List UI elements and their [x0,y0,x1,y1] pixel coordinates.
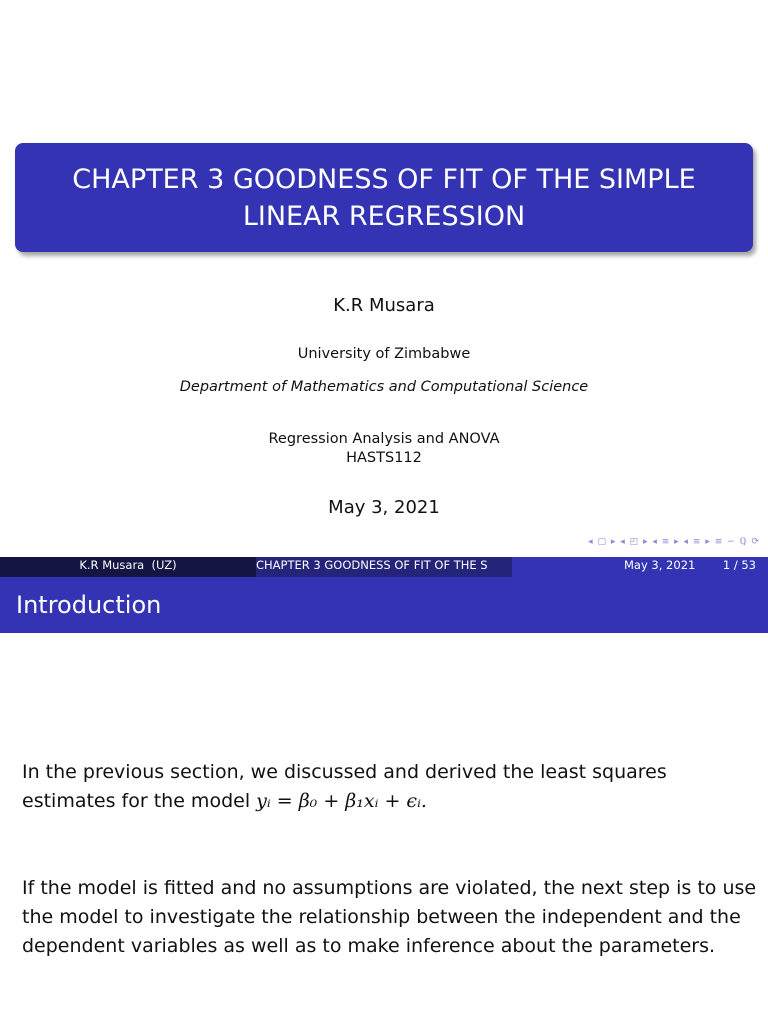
beamer-navigation-icons[interactable]: ◂ ▢ ▸ ◂ ◰ ▸ ◂ ≡ ▸ ◂ ≡ ▸ ≡ ∽ ℚ ⟳ [588,537,760,547]
intro-text-1: In the previous section, we discussed and derived the least squares estimates for the model [22,761,667,812]
footer-date-box [512,557,768,577]
footer-title-box [256,557,512,577]
footer-short-title: CHAPTER 3 GOODNESS OF FIT OF THE S [256,558,488,572]
footer-page-number: 1 / 53 [722,558,756,572]
footer-date: May 3, 2021 [624,558,696,572]
footer-author: K.R Musara [79,558,145,572]
institution: University of Zimbabwe [297,346,471,362]
intro-paragraph-1 [22,758,757,816]
course-info [0,430,768,468]
course-code: HASTS112 [346,450,422,466]
footer-affiliation: (UZ) [151,558,177,572]
department: Department of Mathematics and Computational Science [179,379,589,395]
intro-paragraph-2: If the model is fitted and no assumptions are violated, the next step is to use the model to investigate the relationship between the independent and the dependent variables as well as to make inference about the parameters. [22,877,757,957]
title-banner [15,143,753,252]
course-name: Regression Analysis and ANOVA [268,431,500,447]
slide-title: CHAPTER 3 GOODNESS OF FIT OF THE SIMPLE LINEAR REGRESSION [72,163,696,232]
footer-author-box [0,557,256,577]
model-equation: yᵢ = β₀ + β₁xᵢ + ϵᵢ. [256,790,427,812]
slide-footer [0,557,768,577]
frame-title: Introduction [0,577,768,633]
author-name: K.R Musara [333,295,435,316]
presentation-date: May 3, 2021 [328,497,440,518]
